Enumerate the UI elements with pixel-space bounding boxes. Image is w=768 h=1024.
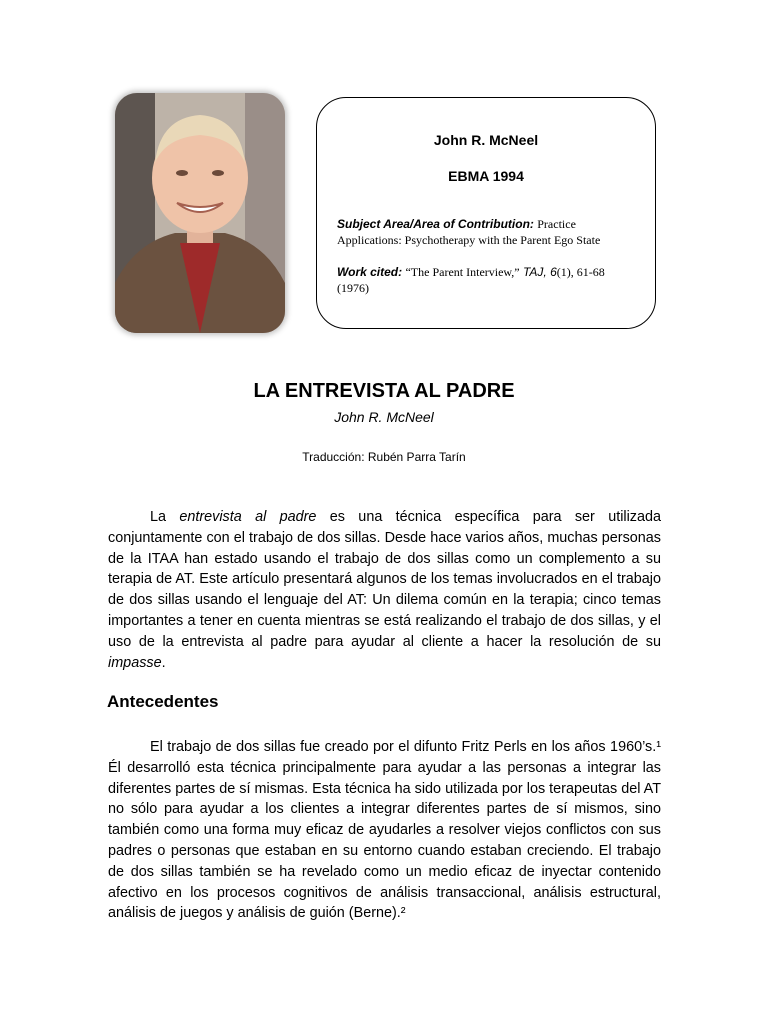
intro-italic-2: impasse bbox=[108, 654, 162, 671]
work-label: Work cited: bbox=[337, 265, 403, 279]
profile-award: EBMA 1994 bbox=[448, 168, 524, 184]
intro-text-1: La bbox=[150, 509, 180, 525]
work-title: “The Parent Interview,” bbox=[405, 265, 520, 279]
intro-italic-1: entrevista al padre bbox=[179, 509, 317, 525]
background-text: El trabajo de dos sillas fue creado por el difunto Fritz Perls en los años 1960’s.¹ Él desarrolló esta técnica principalmente para ayudar a las personas a integrar las diferentes partes de sí mismas. Esta técnica ha sido utilizada por los terapeutas del AT no sólo para ayudar a los clientes a integrar diferentes partes de sí mismos, sino también como una forma muy eficaz de ayudarles a resolver viejos conflictos con sus padres o personas que estaban en su entorno cuando estaban creciendo. El trabajo de dos sillas también se ha revelado como un medio eficaz de inyectar contenido afectivo en los procesos cognitivos de análisis transaccional, análisis estructural, análisis de juegos y análisis de guión (Berne).² bbox=[108, 739, 661, 922]
profile-card bbox=[316, 97, 656, 329]
intro-text-2: es una técnica específica para ser utilizada conjuntamente con el trabajo de dos sillas. Desde hace varios años, muchas personas de la ITAA han estado usando el trabajo de dos sillas como un complemento a su terapia de AT. Este artículo presentará algunos de los temas involucrados en el trabajo de dos sillas usando el lenguaje del AT: Un dilema común en la terapia; cinco temas importantes a tener en cuenta mientras se está realizando el trabajo de dos sillas, y el uso de la entrevista al padre para ayudar al cliente a hacer la resolución de su bbox=[108, 509, 661, 650]
background-paragraph bbox=[108, 737, 661, 924]
translation-credit: Traducción: Rubén Parra Tarín bbox=[302, 450, 466, 464]
subject-value: Practice Applications: Psychotherapy with the Parent Ego State bbox=[337, 217, 601, 247]
work-cited bbox=[337, 264, 637, 296]
subject-area bbox=[337, 216, 637, 248]
subject-label: Subject Area/Area of Contribution: bbox=[337, 217, 534, 231]
work-journal: TAJ, 6 bbox=[522, 265, 557, 279]
work-rest: (1), 61-68 (1976) bbox=[337, 265, 605, 295]
author-photo bbox=[115, 93, 285, 333]
intro-text-3: . bbox=[161, 654, 166, 671]
article-author: John R. McNeel bbox=[334, 409, 434, 425]
section-heading: Antecedentes bbox=[107, 692, 219, 711]
article-title: LA ENTREVISTA AL PADRE bbox=[253, 380, 515, 402]
intro-paragraph bbox=[108, 507, 661, 673]
profile-name: John R. McNeel bbox=[433, 132, 539, 148]
